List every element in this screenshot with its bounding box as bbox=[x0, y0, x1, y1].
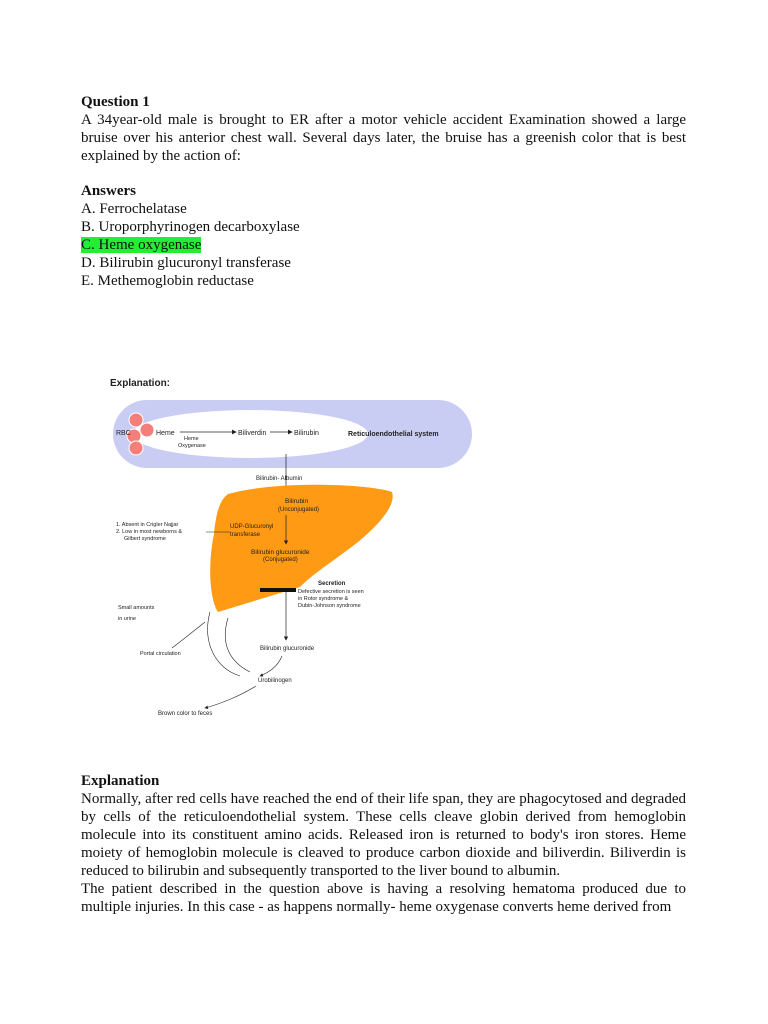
question-heading: Question 1 bbox=[81, 94, 150, 110]
answer-a-label: A. Ferrochelatase bbox=[81, 201, 187, 217]
answer-d bbox=[81, 254, 686, 272]
rbc-label: RBC bbox=[116, 430, 131, 437]
to-feces-arrow bbox=[205, 686, 256, 708]
defective-secretion-note-3: Dubin-Johnson syndrome bbox=[298, 603, 361, 609]
answers-heading: Answers bbox=[81, 183, 136, 199]
bilirubin-res-label: Bilirubin bbox=[294, 430, 319, 437]
heme-oxygenase-label-2: Oxygenase bbox=[178, 443, 206, 449]
secretion-block-bar bbox=[260, 588, 296, 592]
portal-circulation-label: Portal circulation bbox=[140, 651, 181, 657]
defective-secretion-note-2: in Rotor syndrome & bbox=[298, 596, 349, 602]
explanation-paragraph-1: Normally, after red cells have reached the end of their life span, they are phagocytosed and degraded by cells of the reticuloendothelial system. These cells cleave globin derived from hemoglobin molecule into its constituent amino acids. Released iron is returned to body's iron stores. Heme moiety of hemoglobin molecule is cleaved to produce carbon dioxide and biliverdin. Biliverdin is reduced to bilirubin and subsequently transported to the liver bound to albumin. bbox=[81, 791, 686, 879]
reticuloendothelial-label: Reticuloendothelial system bbox=[348, 431, 439, 438]
udp-transferase-label-1: UDP-Glucuronyl bbox=[230, 524, 274, 530]
urine-note-1: Small amounts bbox=[118, 605, 155, 611]
answer-d-label: D. Bilirubin glucuronyl transferase bbox=[81, 255, 291, 271]
unconjugated-label: (Unconjugated) bbox=[278, 507, 320, 513]
explanation-paragraph-2: The patient described in the question above is having a resolving hematoma produced due to multiple injuries. In this case - as happens normally- heme oxygenase converts heme derived from bbox=[81, 881, 686, 915]
answer-a bbox=[81, 200, 686, 218]
portal-circulation-curve bbox=[208, 612, 240, 676]
urine-note-2: in urine bbox=[118, 616, 137, 622]
explanation-heading: Explanation bbox=[81, 773, 160, 789]
feces-label: Brown color to feces bbox=[158, 711, 213, 717]
urobilinogen-label: Urobilinogen bbox=[258, 678, 292, 684]
bilirubin-glucuronide-label: Bilirubin glucuronide bbox=[260, 646, 315, 652]
urine-curve bbox=[172, 622, 205, 648]
answer-c-correct bbox=[81, 236, 686, 254]
bilirubin-metabolism-diagram bbox=[110, 372, 475, 722]
conjugated-label: (Conjugated) bbox=[263, 557, 298, 563]
answer-b bbox=[81, 218, 686, 236]
answers-section bbox=[81, 182, 686, 290]
heme-label: Heme bbox=[156, 430, 175, 437]
answer-b-label: B. Uroporphyrinogen decarboxylase bbox=[81, 219, 300, 235]
answer-e-label: E. Methemoglobin reductase bbox=[81, 273, 254, 289]
bilirubin-liver-label: Bilirubin bbox=[285, 498, 309, 505]
secretion-label: Secretion bbox=[318, 581, 346, 587]
crigler-najjar-note-2: 2. Low in most newborns & bbox=[116, 529, 183, 535]
heme-oxygenase-label-1: Heme bbox=[184, 436, 199, 442]
answers-list bbox=[81, 200, 686, 290]
defective-secretion-note-1: Defective secretion is seen bbox=[298, 589, 364, 595]
bilirubin-glucuronide-liver-label: Bilirubin glucuronide bbox=[251, 549, 310, 556]
biliverdin-label: Biliverdin bbox=[238, 430, 267, 437]
crigler-najjar-note-3: Gilbert syndrome bbox=[124, 536, 166, 542]
figure-title: Explanation: bbox=[110, 378, 171, 389]
question-section bbox=[81, 93, 686, 165]
answer-c-label: C. Heme oxygenase bbox=[81, 237, 202, 253]
bilirubin-albumin-label: Bilirubin- Albumin bbox=[256, 476, 303, 482]
udp-transferase-label-2: transferase bbox=[230, 532, 261, 538]
explanation-section bbox=[81, 772, 686, 916]
crigler-najjar-note-1: 1. Absent in Crigler Najjar bbox=[116, 522, 179, 528]
portal-circulation-curve-2 bbox=[225, 618, 250, 672]
to-urobilinogen-arrow bbox=[260, 656, 282, 676]
question-text: A 34year-old male is brought to ER after a motor vehicle accident Examination showed a large bruise over his anterior chest wall. Several days later, the bruise has a greenish color that is best explained by the action of: bbox=[81, 112, 686, 164]
answer-e bbox=[81, 272, 686, 290]
